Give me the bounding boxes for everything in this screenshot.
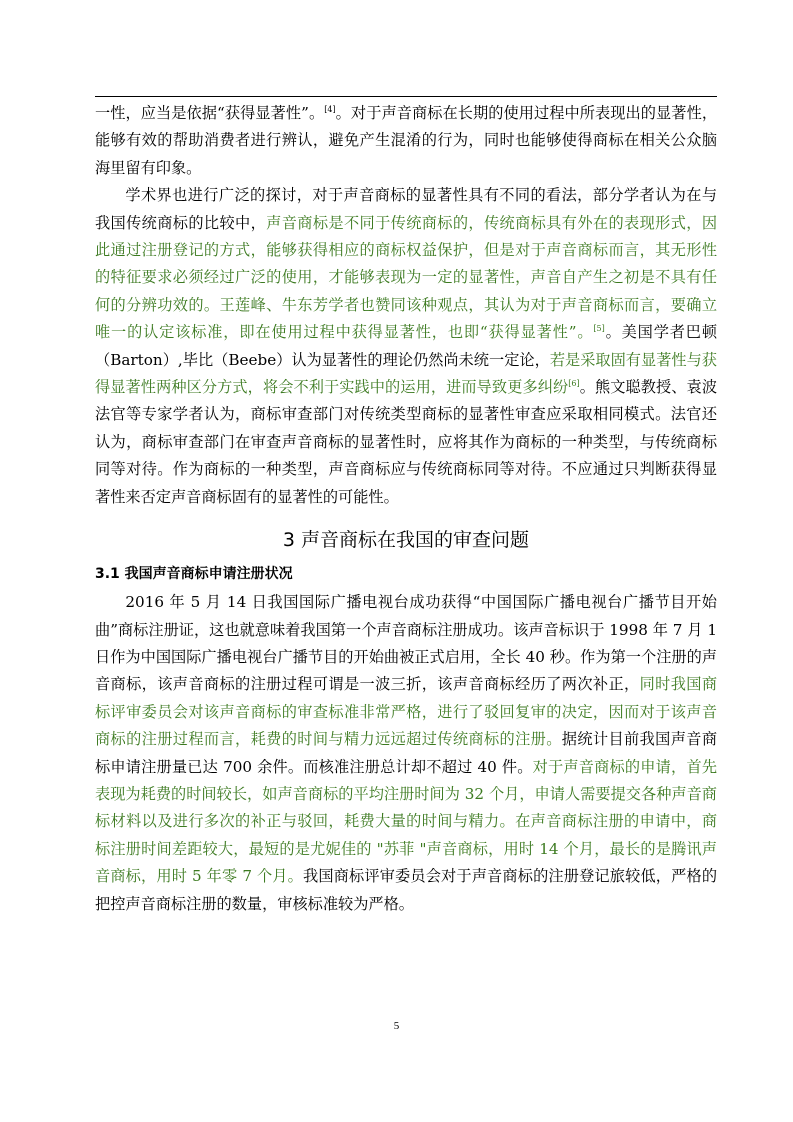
text-run: 据统计目前我国声音商标申请注册量已达 700 余件。而核准注册总计却不超过 40 件。 [95,730,718,776]
page-content [95,100,717,918]
highlighted-text: 对于声音商标的申请，首先表现为耗费的时间较长，如声音商标的平均注册时间为 32 个月，申请人需要提交各种声音商标材料以及进行多次的补正与驳回，耗费大量的时间与精力。在声音商标注册的申请中，商标注册时间差距较大，最短的是尤妮佳的 "苏菲 "声音商标，用时 14 个月，最长的是腾讯声音商标，用时 5 年零 7 个月。 [95,757,718,886]
paragraph-3 [95,589,717,918]
highlighted-text: 声音商标是不同于传统商标的，传统商标具有外在的表现形式，因此通过注册登记的方式，能够获得相应的商标权益保护，但是对于声音商标而言，其无形性的特征要求必须经过广泛的使用，才能够表现为一定的显著性，声音自产生之初是不具有任何的分辨功效的。王莲峰、牛东芳学者也赞同该种观点，其认为对于声音商标而言，要确立唯一的认定该标准，即在使用过程中获得显著性，也即“获得显著性”。 [95,213,718,342]
text-run: 我国商标评审委员会对于声音商标的注册登记旅较低，严格的把控声音商标注册的数量，审核标准较为严格。 [95,867,718,913]
citation-6: [6] [568,379,580,388]
header-rule [95,96,717,97]
chapter-title: 3 声音商标在我国的审查问题 [282,529,530,552]
text-run: 。熊文聪教授、袁波法官等专家学者认为，商标审查部门对传统类型商标的显著性审查应采取相同模式。法官还认为，商标审查部门在审查声音商标的显著性时，应将其作为商标的一种类型，与传统商标同等对待。作为商标的一种类型，声音商标应与传统商标同等对待。不应通过只判断获得显著性来否定声音商标固有的显著性的可能性。 [95,378,718,506]
highlighted-text: 若是采取固有显著性与获得显著性两种区分方式，将会不利于实践中的运用，进而导致更多纠纷 [95,350,717,397]
paragraph-1 [95,100,717,182]
text-run: 一性，应当是依据“获得显著性”。 [95,104,325,122]
citation-4: [4] [324,104,336,114]
text-run: 2016 年 5 月 14 日我国国际广播电视台成功获得“中国国际广播电视台广播节目开始曲”商标注册证，这也就意味着我国第一个声音商标注册成功。该声音标识于 1998 年 7 月 1 日作为中国国际广播电视台广播节目的开始曲被正式启用，全长 40 秒。作为第一个注册的声音商标，该声音商标的注册过程可谓是一波三折，该声音商标经历了两次补正， [95,593,717,694]
highlighted-text: 同时我国商标评审委员会对该声音商标的审查标准非常严格，进行了驳回复审的决定，因而对于该声音商标的注册过程而言，耗费的时间与精力远远超过传统商标的注册。 [95,675,718,749]
page-number: 5 [393,1020,400,1032]
paragraph-2 [95,182,717,511]
citation-5: [5] [593,324,605,334]
text-run: 学术界也进行广泛的探讨，对于声音商标的显著性具有不同的看法，部分学者认为在与我国传统商标的比较中， [95,186,717,232]
text-run: 。美国学者巴顿（Barton）,毕比（Beebe）认为显著性的理论仍然尚未统一定论， [95,323,718,369]
section-title: 3.1 我国声音商标申请注册状况 [95,566,293,583]
text-run: 。对于声音商标在长期的使用过程中所表现出的显著性，能够有效的帮助消费者进行辨认，避免产生混淆的行为，同时也能够使得商标在相关公众脑海里留有印象。 [95,104,718,177]
